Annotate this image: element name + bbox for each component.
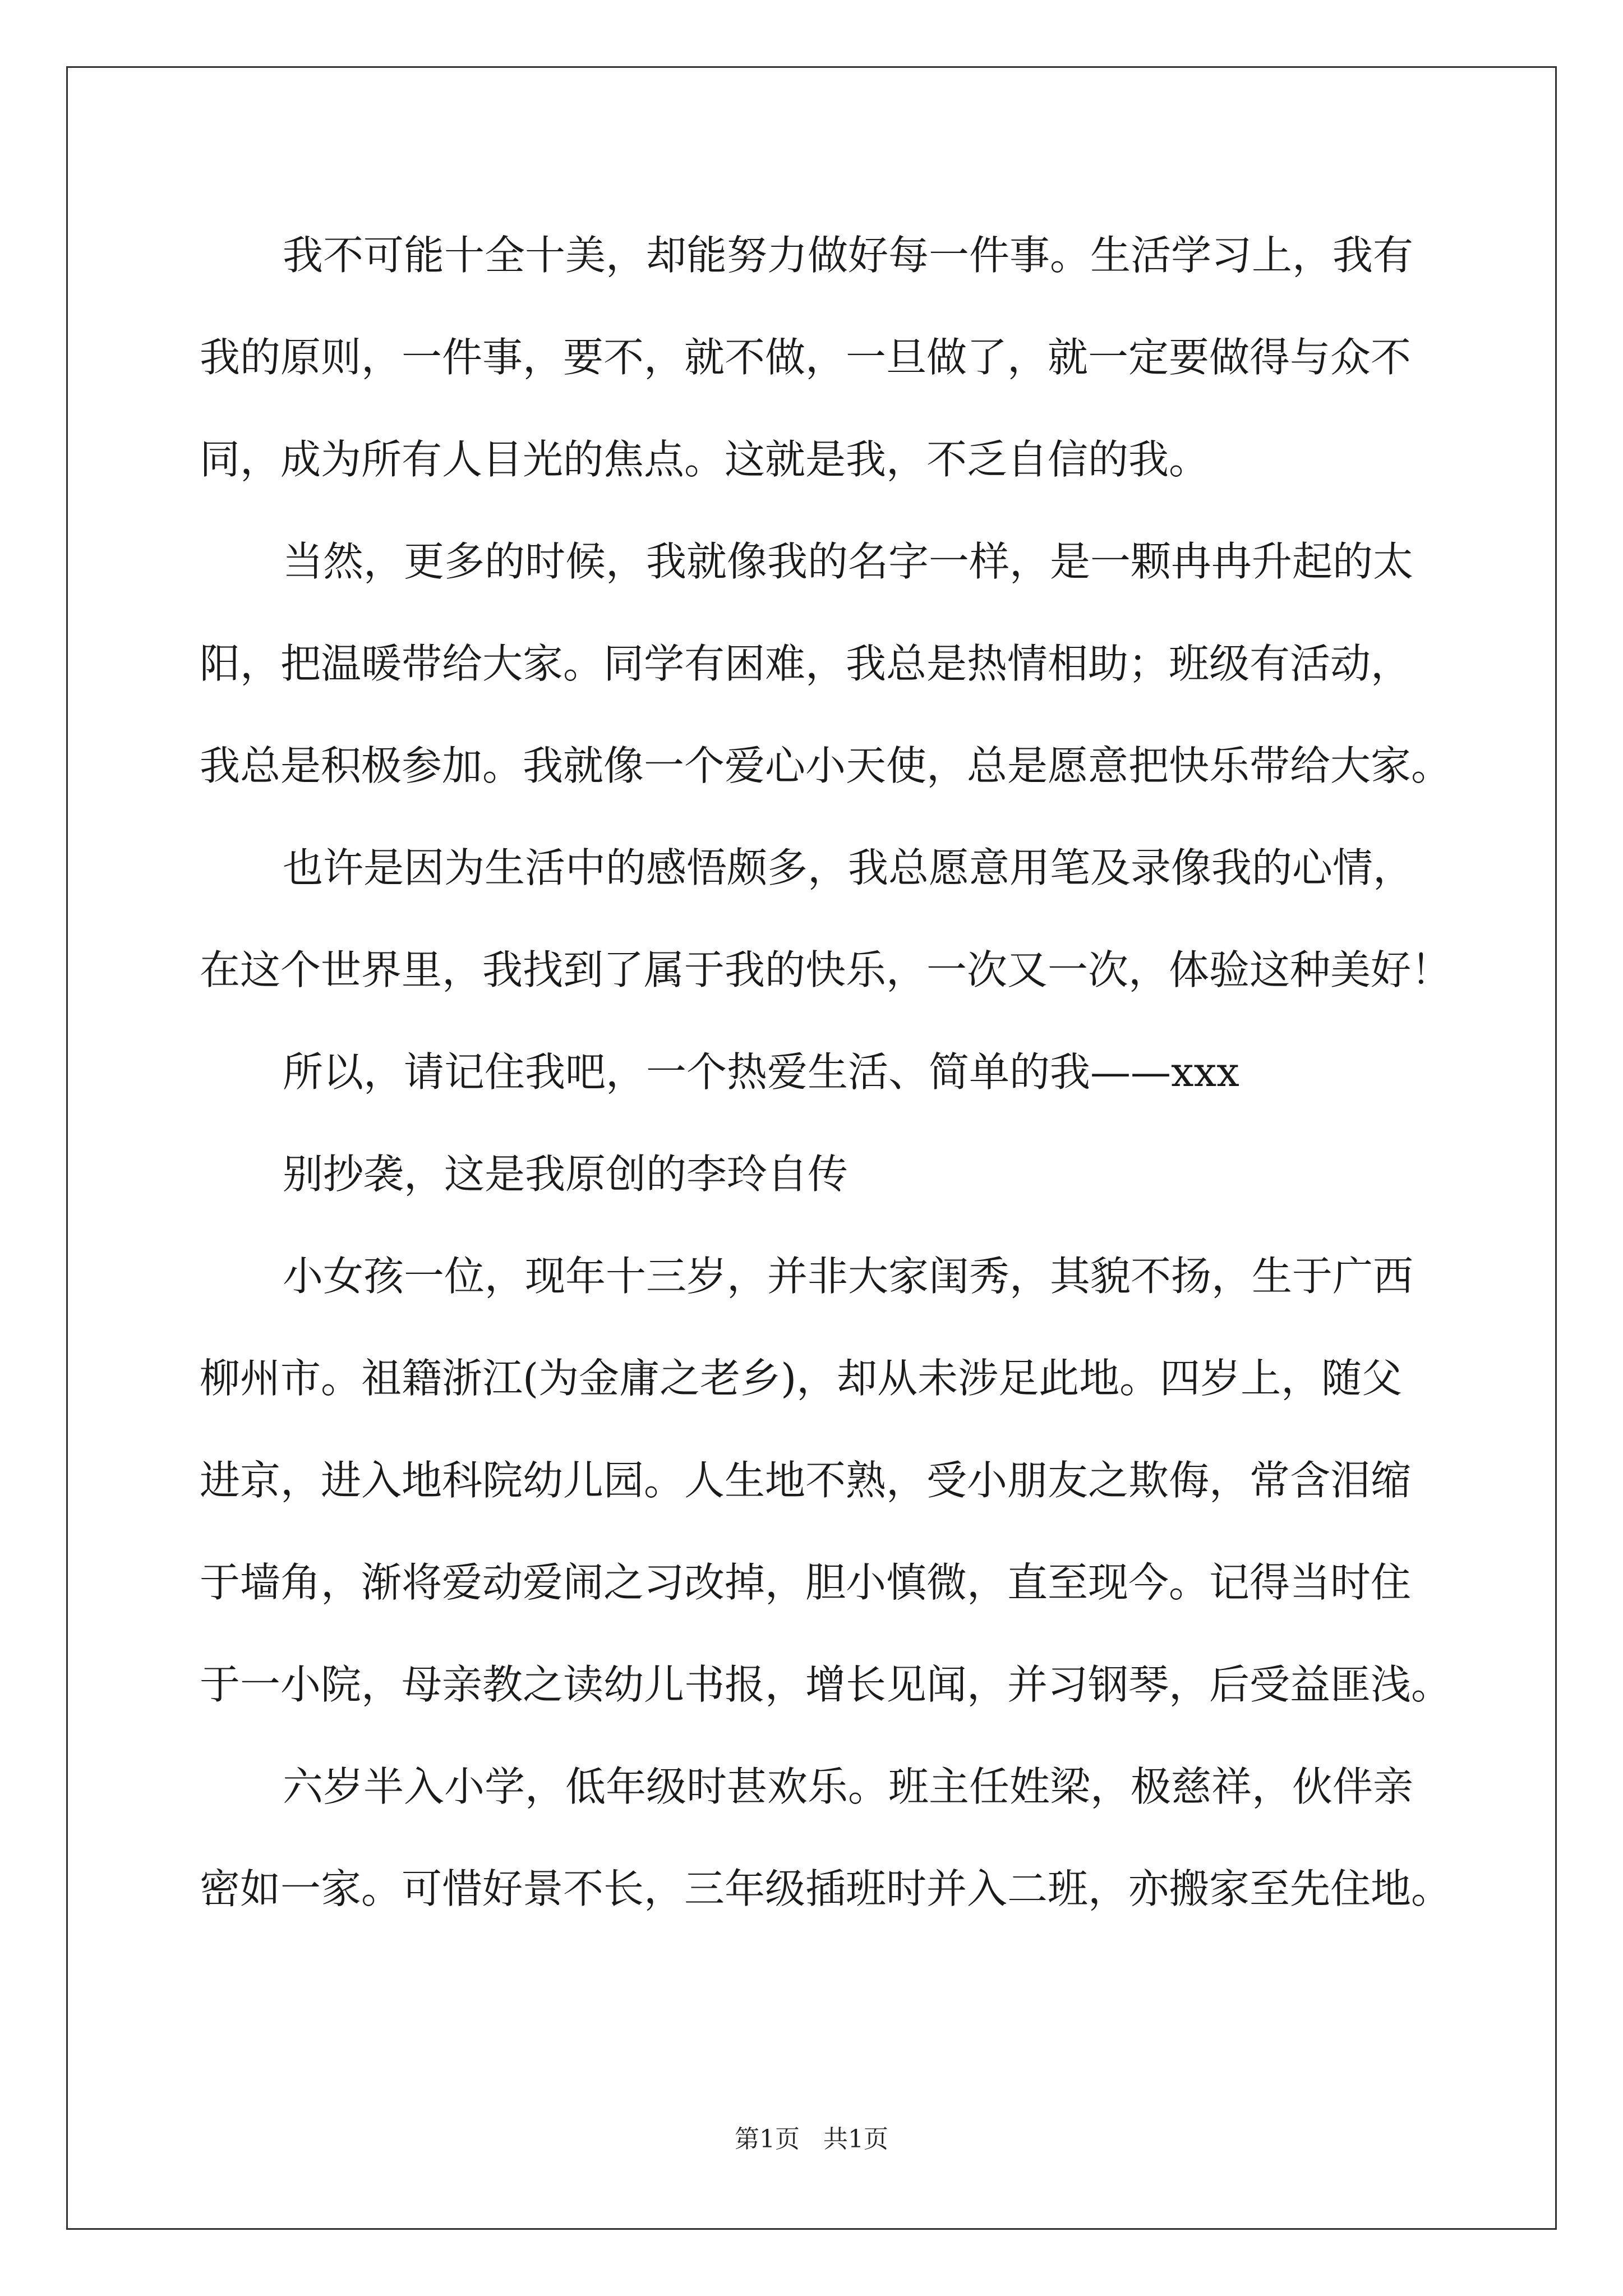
paragraph-line: 阳，把温暖带给大家。同学有困难，我总是热情相助；班级有活动， bbox=[200, 640, 1412, 687]
paragraph-line: 于一小院，母亲教之读幼儿书报，增长见闻，并习钢琴，后受益匪浅。 bbox=[200, 1661, 1452, 1708]
paragraph-line: 别抄袭，这是我原创的李玲自传 bbox=[283, 1151, 849, 1198]
page-footer: 第1页 共1页 bbox=[735, 2125, 888, 2154]
paragraph-line: 于墙角，渐将爱动爱闹之习改掉，胆小慎微，直至现今。记得当时住 bbox=[200, 1559, 1412, 1606]
paragraph-line: 我不可能十全十美，却能努力做好每一件事。生活学习上，我有 bbox=[283, 232, 1414, 279]
paragraph-line: 当然，更多的时候，我就像我的名字一样，是一颗冉冉升起的太 bbox=[283, 538, 1414, 585]
paragraph-line: 也许是因为生活中的感悟颇多，我总愿意用笔及录像我的心情， bbox=[283, 844, 1414, 891]
paragraph-line: 同，成为所有人目光的焦点。这就是我，不乏自信的我。 bbox=[200, 436, 1210, 483]
paragraph-line: 密如一家。可惜好景不长，三年级插班时并入二班，亦搬家至先住地。 bbox=[200, 1865, 1452, 1912]
paragraph-line: 柳州市。祖籍浙江(为金庸之老乡)，却从未涉足此地。四岁上，随父 bbox=[200, 1355, 1403, 1402]
paragraph-line: 我总是积极参加。我就像一个爱心小天使，总是愿意把快乐带给大家。 bbox=[200, 742, 1452, 789]
paragraph-line: 进京，进入地科院幼儿园。人生地不熟，受小朋友之欺侮，常含泪缩 bbox=[200, 1457, 1412, 1504]
paragraph-line: 在这个世界里，我找到了属于我的快乐，一次又一次，体验这种美好！ bbox=[200, 946, 1452, 993]
paragraph-line: 六岁半入小学，低年级时甚欢乐。班主任姓梁，极慈祥，伙伴亲 bbox=[283, 1763, 1414, 1810]
paragraph-line: 我的原则，一件事，要不，就不做，一旦做了，就一定要做得与众不 bbox=[200, 334, 1412, 381]
paragraph-line: 小女孩一位，现年十三岁，并非大家闺秀，其貌不扬，生于广西 bbox=[283, 1253, 1414, 1300]
paragraph-line: 所以，请记住我吧，一个热爱生活、简单的我——xxx bbox=[283, 1048, 1239, 1096]
